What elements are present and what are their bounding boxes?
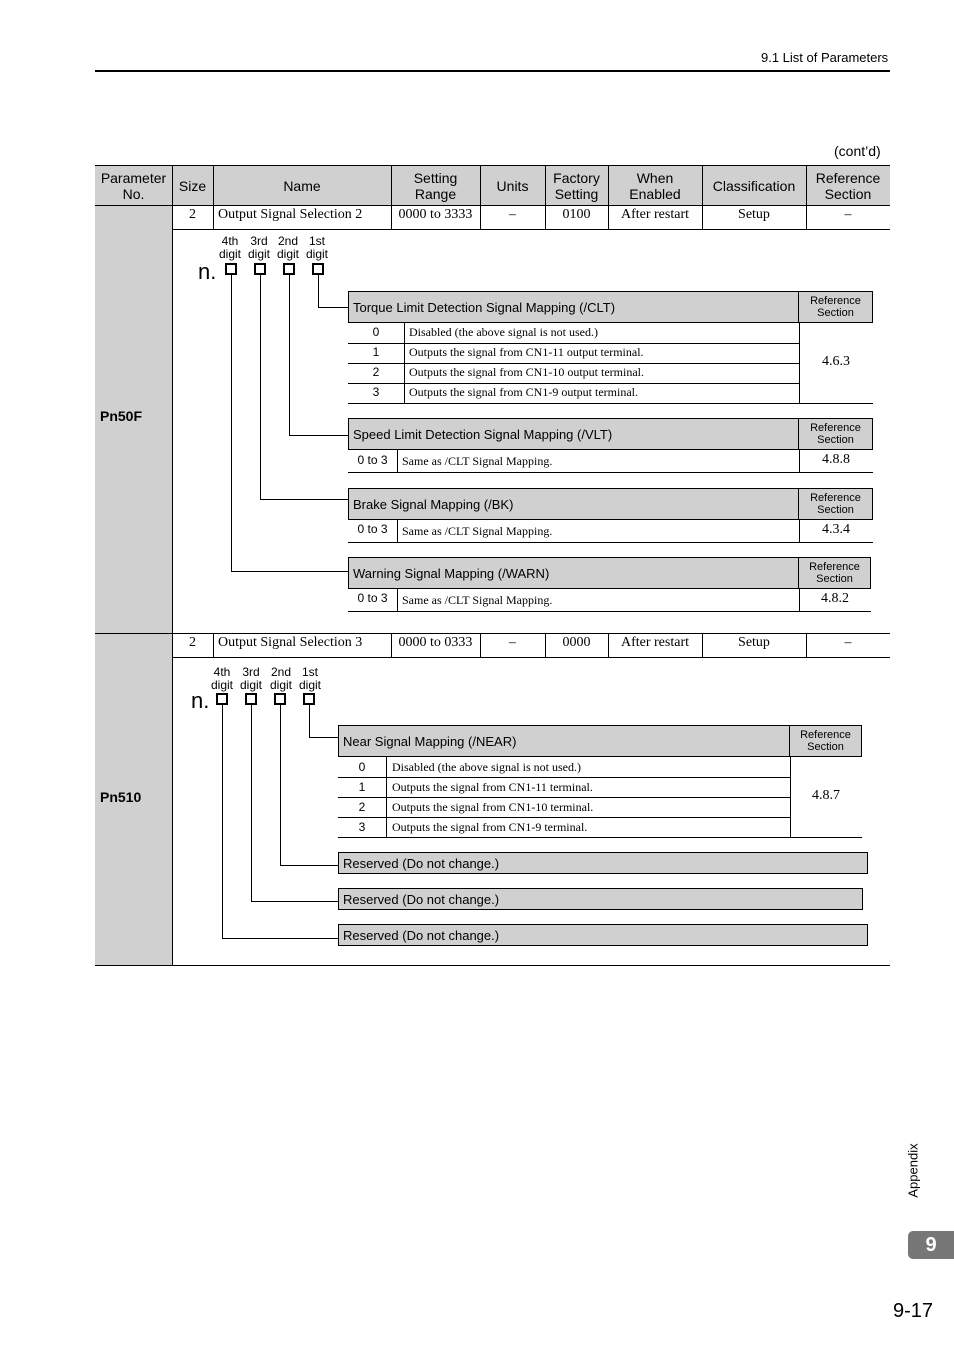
param-no-pn50f: Pn50F <box>100 408 143 424</box>
warn-col-sep <box>397 589 398 611</box>
connector-3rd <box>251 901 339 902</box>
near-opt-value: 1 <box>358 780 366 794</box>
group-title-warn: Warning Signal Mapping (/WARN) <box>348 557 799 589</box>
digit-box-3rd <box>245 693 257 705</box>
reserved-row-2nd: Reserved (Do not change.) <box>338 852 868 874</box>
clt-ref-value: 4.6.3 <box>822 354 850 369</box>
col-sep <box>702 206 703 229</box>
pn50f-units: – <box>509 207 516 222</box>
digit-box-2nd <box>283 263 295 275</box>
pn50f-range: 0000 to 3333 <box>398 207 473 222</box>
group-ref-header-warn: Reference Section <box>799 557 871 589</box>
pn510-reference: – <box>844 635 852 650</box>
clt-opt-desc: Disabled (the above signal is not used.) <box>409 325 598 339</box>
vlt-opt-desc: Same as /CLT Signal Mapping. <box>402 454 553 468</box>
param-col-border <box>172 206 173 965</box>
col-sep <box>391 165 392 206</box>
connector-4th <box>222 938 339 939</box>
digit-label-2nd: 2nd digit <box>276 234 299 261</box>
pn50f-size: 2 <box>189 207 196 222</box>
digit-label-3rd: 3rd digit <box>247 234 270 261</box>
header-units: Units <box>480 166 545 205</box>
near-opt-desc: Disabled (the above signal is not used.) <box>392 760 581 774</box>
page-number: 9-17 <box>893 1300 934 1322</box>
near-row-border <box>338 797 790 798</box>
header-parameter-no: Parameter No. <box>95 166 172 205</box>
vlt-bottom <box>348 472 873 473</box>
pn50f-factory: 0100 <box>562 207 591 222</box>
pn510-size: 2 <box>189 635 196 650</box>
digit-box-4th <box>225 263 237 275</box>
pn50f-when: After restart <box>620 207 690 222</box>
reserved-row-3rd: Reserved (Do not change.) <box>338 888 863 910</box>
connector-1st <box>318 275 319 308</box>
clt-row-border <box>348 363 799 364</box>
warn-bottom <box>348 611 871 612</box>
chapter-number: 9 <box>925 1233 937 1256</box>
group-ref-header-bk: Reference Section <box>799 488 873 520</box>
clt-opt-value: 0 <box>372 325 380 339</box>
pn510-units: – <box>509 635 516 650</box>
connector-4th <box>231 275 232 572</box>
digit-label-2nd: 2nd digit <box>269 665 292 692</box>
connector-3rd <box>251 705 252 902</box>
group-ref-header-clt: Reference Section <box>799 291 873 323</box>
header-name: Name <box>213 166 391 205</box>
row-border <box>172 657 890 658</box>
connector-2nd <box>289 275 290 436</box>
group-title-vlt: Speed Limit Detection Signal Mapping (/VLT) <box>348 418 799 450</box>
pn510-name: Output Signal Selection 3 <box>218 635 363 650</box>
table-bottom-border <box>95 965 890 966</box>
group-title-clt: Torque Limit Detection Signal Mapping (/CLT) <box>348 291 799 323</box>
clt-opt-desc: Outputs the signal from CN1-11 output terminal. <box>409 345 644 359</box>
vlt-opt-value: 0 to 3 <box>357 453 388 467</box>
chapter-tab <box>908 1231 954 1259</box>
col-sep <box>608 634 609 657</box>
warn-opt-desc: Same as /CLT Signal Mapping. <box>402 593 553 607</box>
col-sep <box>213 634 214 657</box>
header-rule <box>95 70 890 72</box>
connector-4th <box>231 571 349 572</box>
connector-3rd <box>260 275 261 500</box>
digit-label-4th: 4th digit <box>210 665 233 692</box>
pn510-when: After restart <box>620 635 690 650</box>
bk-opt-value: 0 to 3 <box>357 522 388 536</box>
clt-opt-desc: Outputs the signal from CN1-9 output terminal. <box>409 385 638 399</box>
near-ref-value: 4.8.7 <box>812 788 840 803</box>
pn510-range: 0000 to 0333 <box>398 635 473 650</box>
row-border <box>172 229 890 230</box>
connector-1st <box>309 737 339 738</box>
connector-1st <box>318 307 349 308</box>
col-sep <box>213 165 214 206</box>
digit-label-3rd: 3rd digit <box>239 665 262 692</box>
col-sep <box>172 165 173 206</box>
digit-label-1st: 1st digit <box>298 665 321 692</box>
near-opt-value: 3 <box>358 820 366 834</box>
contd-label: (cont’d) <box>834 143 881 159</box>
col-sep <box>806 206 807 229</box>
near-opt-desc: Outputs the signal from CN1-10 terminal. <box>392 800 594 814</box>
connector-2nd <box>280 865 339 866</box>
col-sep <box>545 634 546 657</box>
bk-opt-desc: Same as /CLT Signal Mapping. <box>402 524 553 538</box>
header-factory-setting: Factory Setting <box>545 166 608 205</box>
pn510-classification: Setup <box>738 635 770 650</box>
near-opt-value: 2 <box>358 800 366 814</box>
pn50f-classification: Setup <box>738 207 770 222</box>
reserved-row-4th: Reserved (Do not change.) <box>338 924 868 946</box>
header-setting-range: Setting Range <box>391 166 480 205</box>
digit-prefix: n. <box>198 259 217 284</box>
param-no-pn510: Pn510 <box>100 789 142 805</box>
col-sep <box>702 165 703 206</box>
col-sep <box>608 206 609 229</box>
bk-ref-value: 4.3.4 <box>822 522 850 537</box>
col-sep <box>480 634 481 657</box>
digit-prefix: n. <box>191 688 210 713</box>
col-sep <box>480 165 481 206</box>
group-ref-header-near: Reference Section <box>790 725 862 757</box>
pn50f-reference: – <box>844 207 852 222</box>
col-sep <box>480 206 481 229</box>
header-classification: Classification <box>702 166 806 205</box>
warn-ref-value: 4.8.2 <box>821 591 849 606</box>
side-tab-label: Appendix <box>905 1143 921 1198</box>
clt-row-border <box>348 343 799 344</box>
col-sep <box>213 206 214 229</box>
connector-2nd <box>289 435 349 436</box>
col-sep <box>608 165 609 206</box>
near-opt-desc: Outputs the signal from CN1-9 terminal. <box>392 820 588 834</box>
digit-box-2nd <box>274 693 286 705</box>
clt-bottom <box>348 403 873 404</box>
connector-4th <box>222 705 223 939</box>
group-ref-header-vlt: Reference Section <box>799 418 873 450</box>
running-header: 9.1 List of Parameters <box>761 50 889 65</box>
near-row-border <box>338 817 790 818</box>
pn50f-name: Output Signal Selection 2 <box>218 207 363 222</box>
col-sep <box>806 165 807 206</box>
bk-col-sep <box>397 520 398 542</box>
header-when-enabled: When Enabled <box>608 166 702 205</box>
vlt-col-sep <box>397 450 398 472</box>
clt-opt-value: 2 <box>372 365 380 379</box>
clt-opt-value: 3 <box>372 385 380 399</box>
near-bottom <box>338 837 862 838</box>
digit-box-1st <box>303 693 315 705</box>
col-sep <box>545 165 546 206</box>
col-sep <box>806 634 807 657</box>
near-row-border <box>338 777 790 778</box>
col-sep <box>545 206 546 229</box>
clt-opt-value: 1 <box>372 345 380 359</box>
header-size: Size <box>172 166 213 205</box>
digit-box-1st <box>312 263 324 275</box>
vlt-ref-value: 4.8.8 <box>822 452 850 467</box>
digit-label-1st: 1st digit <box>305 234 328 261</box>
clt-opt-desc: Outputs the signal from CN1-10 output terminal. <box>409 365 644 379</box>
pn510-factory: 0000 <box>562 635 591 650</box>
group-title-bk: Brake Signal Mapping (/BK) <box>348 488 799 520</box>
col-sep <box>391 634 392 657</box>
digit-label-4th: 4th digit <box>218 234 241 261</box>
connector-3rd <box>260 499 349 500</box>
digit-box-3rd <box>254 263 266 275</box>
col-sep <box>391 206 392 229</box>
connector-2nd <box>280 705 281 866</box>
clt-row-border <box>348 383 799 384</box>
near-opt-value: 0 <box>358 760 366 774</box>
near-opt-desc: Outputs the signal from CN1-11 terminal. <box>392 780 593 794</box>
warn-opt-value: 0 to 3 <box>357 591 388 605</box>
group-title-near: Near Signal Mapping (/NEAR) <box>338 725 790 757</box>
header-reference-section: Reference Section <box>806 166 890 205</box>
digit-box-4th <box>216 693 228 705</box>
bk-bottom <box>348 542 873 543</box>
col-sep <box>702 634 703 657</box>
connector-1st <box>309 705 310 738</box>
